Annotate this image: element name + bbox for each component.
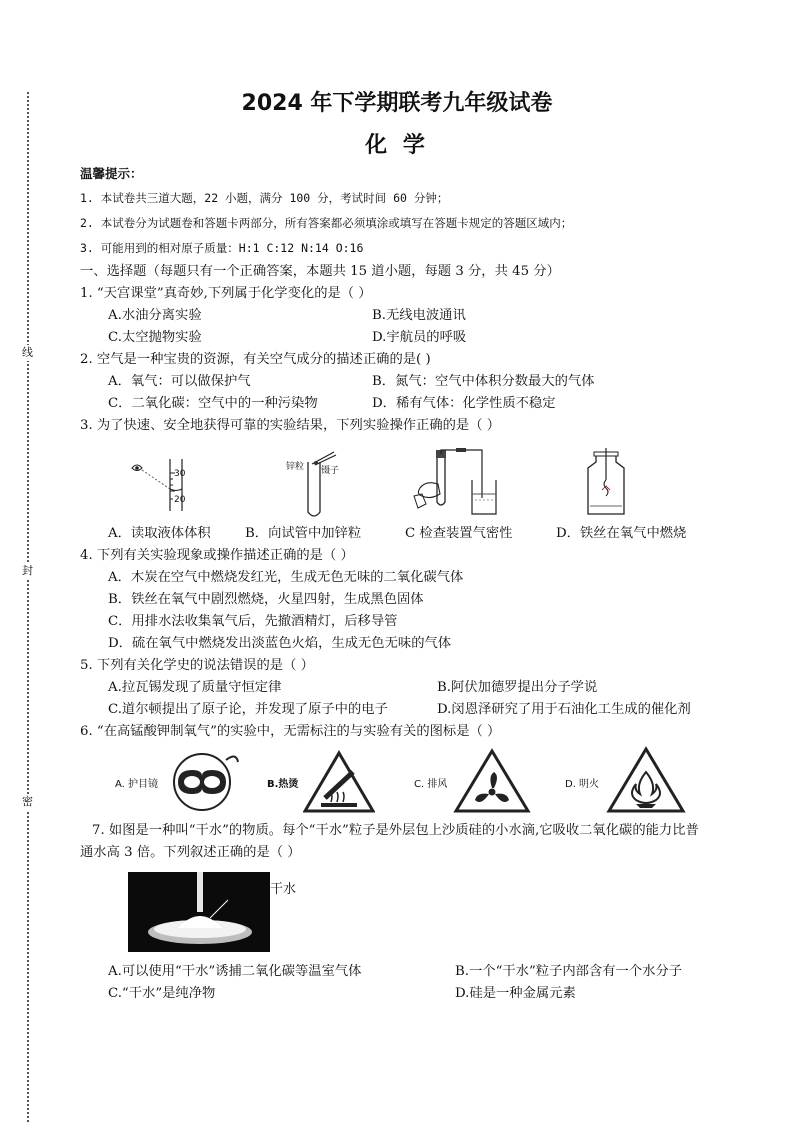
q2-option-d: D．稀有气体：化学性质不稳定 (372, 396, 556, 411)
q2-option-b: B．氮气：空气中体积分数最大的气体 (372, 374, 595, 389)
zinc-label: 锌粒 (286, 462, 305, 472)
exam-title: 2024 年下学期联考九年级试卷 (241, 91, 553, 116)
q5-option-a: A.拉瓦锡发现了质量守恒定律 (108, 680, 282, 695)
dry-water-photo (128, 872, 270, 952)
q7-stem-line1: 7. 如图是一种叫“干水”的物质。每个“干水”粒子是外层包上沙质硅的小水滴,它吸收二氧化碳的能力比普 (92, 823, 699, 838)
q4-option-b: B．铁丝在氧气中剧烈燃烧，火星四射，生成黑色固体 (108, 592, 424, 607)
dry-water-label: 干水 (270, 882, 297, 897)
q5-option-d: D.闵恩泽研究了用于石油化工生成的催化剂 (437, 702, 691, 717)
q7-option-c: C.“干水”是纯净物 (108, 986, 216, 1001)
q1-option-d: D.宇航员的呼吸 (372, 330, 467, 345)
q3-option-a: A．读取液体体积 (108, 526, 211, 541)
q4-option-d: D．硫在氧气中燃烧发出淡蓝色火焰，生成无色无味的气体 (108, 636, 452, 651)
q3-stem: 3. 为了快速、安全地获得可靠的实验结果，下列实验操作正确的是（ ） (80, 418, 501, 433)
iron-wire-jar-figure (580, 448, 630, 518)
binding-dotted-line (27, 92, 29, 1122)
q2-option-a: A．氧气：可以做保护气 (108, 374, 251, 389)
cylinder-tick-30: 30 (174, 469, 186, 479)
icon-d-label: D. 明火 (565, 779, 600, 790)
reading-cylinder-figure (130, 455, 190, 515)
q7-option-b: B.一个“干水”粒子内部含有一个水分子 (455, 964, 683, 979)
subject-title: 化 学 (365, 133, 429, 158)
q7-stem-line2: 通水高 3 倍。下列叙述正确的是（ ） (80, 845, 301, 860)
q5-option-b: B.阿伏加德罗提出分子学说 (437, 680, 598, 695)
q1-stem: 1. “天宫课堂”真奇妙,下列属于化学变化的是（ ） (80, 286, 372, 301)
q1-option-c: C.太空抛物实验 (108, 330, 202, 345)
notice-item-3: 3. 可能用到的相对原子质量：H:1 C:12 N:14 O:16 (80, 241, 364, 255)
q1-option-a: A.水油分离实验 (108, 308, 202, 323)
section-heading: 一、选择题（每题只有一个正确答案，本题共 15 道小题，每题 3 分，共 45 分） (80, 264, 560, 279)
open-flame-icon (606, 746, 686, 814)
q4-option-a: A．木炭在空气中燃烧发红光，生成无色无味的二氧化碳气体 (108, 570, 464, 585)
q3-option-d: D．铁丝在氧气中燃烧 (556, 526, 687, 541)
icon-a-label: A. 护目镜 (115, 779, 159, 790)
q4-stem: 4. 下列有关实验现象或操作描述正确的是（ ） (80, 548, 354, 563)
notice-item-2: 2. 本试卷分为试题卷和答题卡两部分，所有答案都必须填涂或填写在答题卡规定的答题区域内； (80, 216, 573, 230)
icon-c-label: C. 排风 (414, 779, 448, 790)
q2-stem: 2. 空气是一种宝贵的资源，有关空气成分的描述正确的是( ) (80, 352, 431, 367)
margin-label-line: 线 (22, 346, 33, 359)
notice-item-1: 1. 本试卷共三道大题，22 小题，满分 100 分，考试时间 60 分钟； (80, 191, 449, 205)
q7-option-d: D.硅是一种金属元素 (455, 986, 576, 1001)
q2-option-c: C．二氧化碳：空气中的一种污染物 (108, 396, 318, 411)
q3-option-b: B．向试管中加锌粒 (245, 526, 362, 541)
q3-option-c: C 检查装置气密性 (405, 526, 513, 541)
margin-label-seal: 封 (22, 564, 33, 577)
icon-b-label: B.热烫 (267, 779, 299, 790)
hot-surface-icon (303, 750, 375, 814)
q5-stem: 5. 下列有关化学史的说法错误的是（ ） (80, 658, 314, 673)
ventilation-icon (453, 748, 531, 814)
q7-option-a: A.可以使用“干水”诱捕二氧化碳等温室气体 (108, 964, 362, 979)
tweezers-label: 镊子 (321, 466, 340, 476)
q1-option-b: B.无线电波通讯 (372, 308, 466, 323)
airtightness-figure (410, 448, 510, 522)
cylinder-tick-20: 20 (174, 495, 186, 505)
margin-label-secret: 密 (22, 795, 33, 808)
q4-option-c: C．用排水法收集氧气后，先撤酒精灯，后移导管 (108, 614, 398, 629)
q5-option-c: C.道尔顿提出了原子论，并发现了原子中的电子 (108, 702, 388, 717)
q6-stem: 6. “在高锰酸钾制氧气”的实验中，无需标注的与实验有关的图标是（ ） (80, 724, 501, 739)
goggles-icon (168, 750, 242, 814)
notice-heading: 温馨提示： (80, 166, 143, 181)
